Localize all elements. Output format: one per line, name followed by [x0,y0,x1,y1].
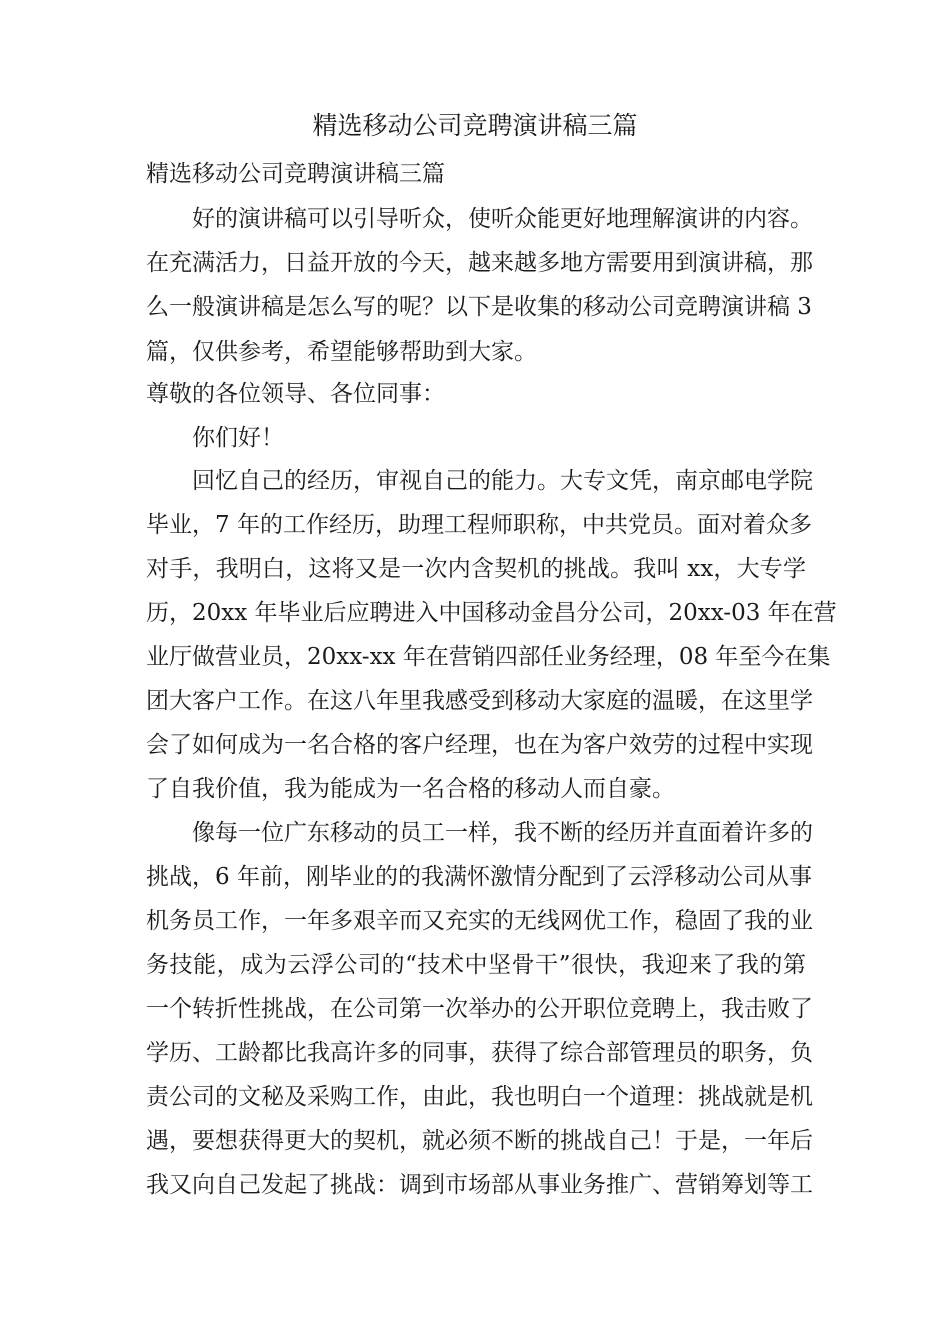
body-line: 务技能，成为云浮公司的“技术中坚骨干”很快，我迎来了我的第 [146,952,806,978]
greeting-line: 你们好！ [192,425,284,451]
body-line: 学历、工龄都比我高许多的同事，获得了综合部管理员的职务，负 [146,1040,813,1066]
body-line: 我又向自己发起了挑战：调到市场部从事业务推广、营销筹划等工 [146,1172,813,1198]
body-line: 像每一位广东移动的员工一样，我不断的经历并直面着许多的 [192,820,813,846]
body-line: 了自我价值，我为能成为一名合格的移动人而自豪。 [146,776,675,802]
body-line: 在充满活力，日益开放的今天，越来越多地方需要用到演讲稿，那 [146,250,813,276]
body-line: 机务员工作，一年多艰辛而又充实的无线网优工作，稳固了我的业 [146,908,813,934]
body-line: 会了如何成为一名合格的客户经理，也在为客户效劳的过程中实现 [146,732,813,758]
body-line: 历，20xx 年毕业后应聘进入中国移动金昌分公司，20xx-03 年在营 [146,600,837,626]
document-title: 精选移动公司竞聘演讲稿三篇 [312,111,638,140]
body-line: 遇，要想获得更大的契机，就必须不断的挑战自己！于是，一年后 [146,1128,813,1154]
body-line: 对手，我明白，这将又是一次内含契机的挑战。我叫 xx，大专学 [146,556,806,582]
body-line: 好的演讲稿可以引导听众，使听众能更好地理解演讲的内容。 [192,206,813,232]
subtitle-line: 精选移动公司竞聘演讲稿三篇 [146,161,445,187]
body-line: 毕业，7 年的工作经历，助理工程师职称，中共党员。面对着众多 [146,512,812,538]
body-line: 么一般演讲稿是怎么写的呢？以下是收集的移动公司竞聘演讲稿 3 [146,294,812,320]
body-line: 篇，仅供参考，希望能够帮助到大家。 [146,339,537,365]
body-line: 挑战，6 年前，刚毕业的的我满怀激情分配到了云浮移动公司从事 [146,864,812,890]
body-line: 团大客户工作。在这八年里我感受到移动大家庭的温暖，在这里学 [146,688,813,714]
body-line: 一个转折性挑战，在公司第一次举办的公开职位竞聘上，我击败了 [146,996,813,1022]
salutation-line: 尊敬的各位领导、各位同事： [146,381,445,407]
body-line: 责公司的文秘及采购工作，由此，我也明白一个道理：挑战就是机 [146,1084,813,1110]
body-line: 业厅做营业员，20xx-xx 年在营销四部任业务经理，08 年至今在集 [146,644,831,670]
body-line: 回忆自己的经历，审视自己的能力。大专文凭，南京邮电学院 [192,468,813,494]
